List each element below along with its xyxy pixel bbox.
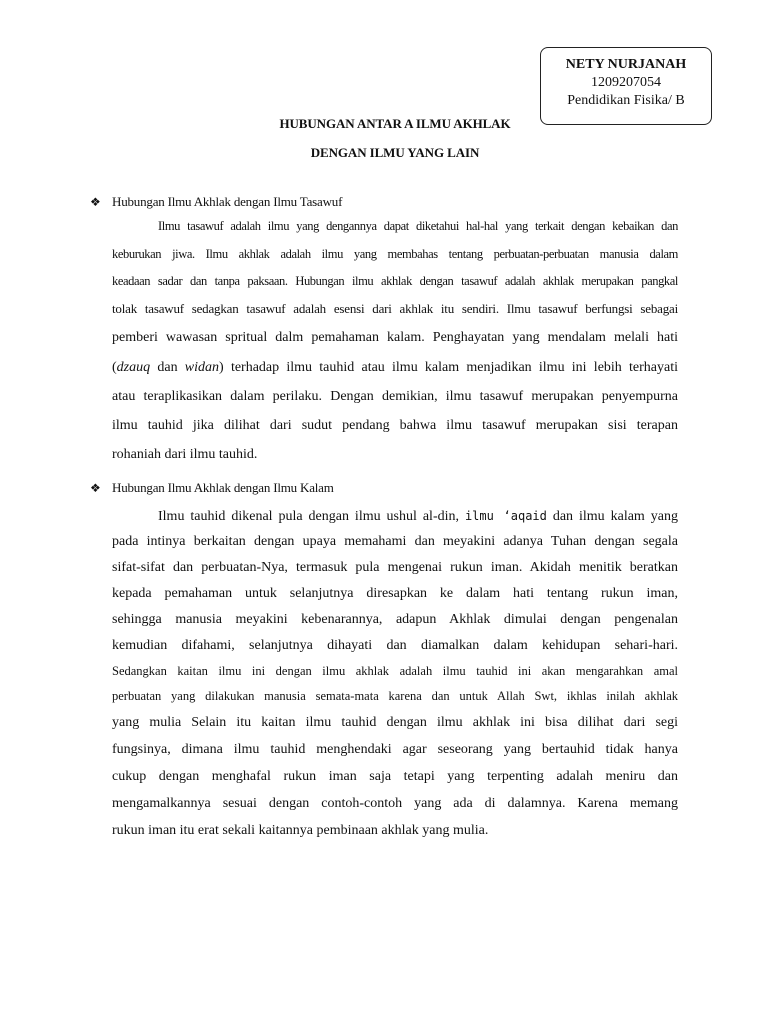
paragraph-tasawuf [112, 213, 678, 469]
paragraph-line: Ilmu tasawuf adalah ilmu yang dengannya dapat diketahui hal-hal yang terkait dengan kebaikan dan [158, 219, 678, 233]
paragraph-kalam [112, 503, 678, 844]
paragraph-line: tolak tasawuf sedagkan tasawuf adalah esensi dari akhlak itu sendiri. Ilmu tasawuf berfungsi sebagai [112, 301, 678, 316]
diamond-bullet-icon: ❖ [90, 194, 101, 209]
paragraph-line: yang mulia Selain itu kaitan ilmu tauhid dengan ilmu akhlak ini bisa dilihat dari segi [112, 715, 678, 730]
paragraph-line: mengamalkannya sesuai dengan contoh-contoh yang ada di dalamnya. Karena memang [112, 796, 678, 811]
paragraph-line: keburukan jiwa. Ilmu akhlak adalah ilmu yang membahas tentang perbuatan-perbuatan manusia dalam [112, 247, 678, 261]
document-title-line-1: HUBUNGAN ANTAR A ILMU AKHLAK [279, 116, 511, 131]
diamond-bullet-icon: ❖ [90, 480, 101, 495]
paragraph-line: cukup dengan menghafal rukun iman saja tetapi yang terpenting adalah meniru dan [112, 769, 678, 784]
section-heading-kalam [90, 480, 334, 496]
paragraph-line-with-terms: Ilmu tauhid dikenal pula dengan ilmu ushul al-din, ilmu ʻaqaid dan ilmu kalam yang [158, 509, 678, 524]
paragraph-line-with-terms: (dzauq dan widan) terhadap ilmu tauhid atau ilmu kalam menjadikan ilmu ini lebih terhayati [112, 360, 678, 375]
paragraph-line: sehingga manusia meyakini kebenarannya, adapun Akhlak dimulai dengan pengenalan [112, 612, 678, 627]
paragraph-line: keadaan sadar dan tanpa paksaan. Hubungan ilmu akhlak dengan tasawuf adalah akhlak merupakan pangkal [112, 274, 678, 288]
paragraph-line: pada intinya berkaitan dengan upaya memahami dan meyakini adanya Tuhan dengan segala [112, 534, 678, 549]
author-program: Pendidikan Fisika/ B [567, 93, 685, 108]
paragraph-line: Sedangkan kaitan ilmu ini dengan ilmu akhlak adalah ilmu tauhid ini akan mengarahkan amal [112, 664, 678, 678]
paragraph-line: perbuatan yang dilakukan manusia semata-mata karena dan untuk Allah Swt, ikhlas inilah akhlak [112, 689, 678, 703]
paragraph-line: ilmu tauhid jika dilihat dari sudut pendang bahwa ilmu tasawuf merupakan sisi terapan [112, 418, 678, 433]
author-info-box [540, 47, 712, 125]
term-widan: widan [184, 360, 220, 375]
section-heading-text: Hubungan Ilmu Akhlak dengan Ilmu Kalam [112, 480, 334, 495]
term-aqaid: ilmu ʻaqaid [464, 509, 547, 523]
section-heading-tasawuf [90, 194, 342, 210]
paragraph-line: sifat-sifat dan perbuatan-Nya, termasuk pula mengenai rukun iman. Akidah menitik beratkan [112, 560, 678, 575]
author-id: 1209207054 [591, 75, 661, 90]
term-dzauq: dzauq [116, 360, 151, 375]
paragraph-line: kepada pemahaman untuk selanjutnya diresapkan ke dalam hati tentang rukun iman, [112, 586, 678, 601]
section-heading-text: Hubungan Ilmu Akhlak dengan Ilmu Tasawuf [112, 194, 343, 209]
paragraph-line: rukun iman itu erat sekali kaitannya pembinaan akhlak yang mulia. [112, 823, 489, 838]
paragraph-line: fungsinya, dimana ilmu tauhid menghendaki agar seseorang yang bertauhid tidak hanya [112, 742, 678, 757]
document-title-line-2: DENGAN ILMU YANG LAIN [310, 145, 480, 160]
paragraph-line: kemudian difahami, selanjutnya dihayati dan diamalkan dalam kehidupan sehari-hari. [112, 638, 678, 653]
paragraph-line: rohaniah dari ilmu tauhid. [112, 447, 258, 462]
paragraph-line: pemberi wawasan spritual dalm pemahaman kalam. Penghayatan yang mendalam melali hati [112, 330, 678, 345]
author-name: NETY NURJANAH [565, 57, 687, 72]
paragraph-line: atau teraplikasikan dalam perilaku. Dengan demikian, ilmu tasawuf merupakan penyempurna [112, 389, 678, 404]
